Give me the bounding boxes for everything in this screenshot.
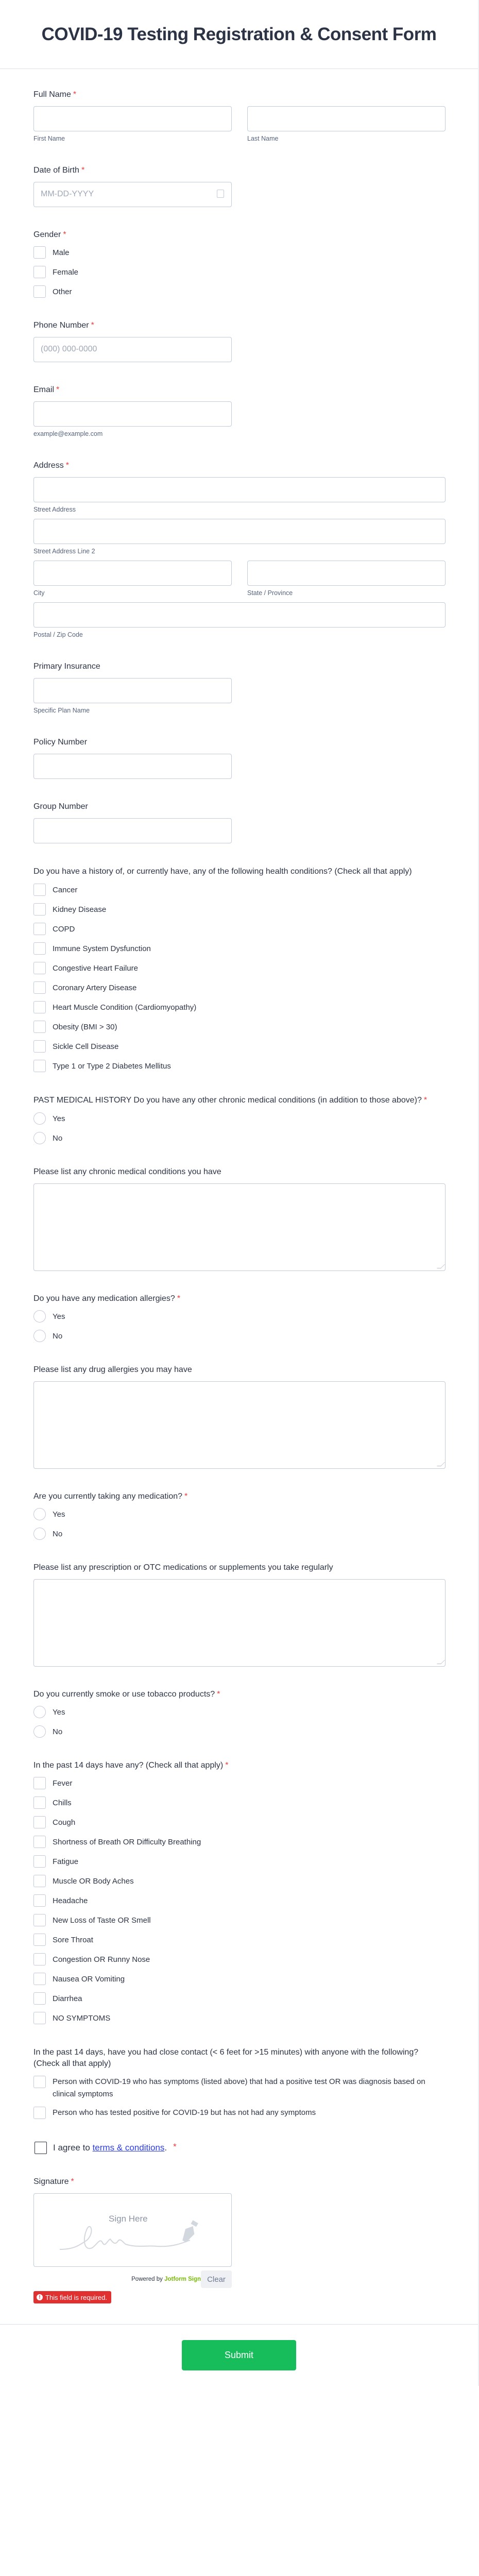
option-label: Cancer (53, 885, 78, 894)
symptom-option[interactable] (33, 1992, 446, 2005)
full-name-field (33, 90, 446, 143)
option-label: Sore Throat (53, 1935, 93, 1944)
symptom-option[interactable] (33, 1836, 446, 1848)
medication-options (33, 1508, 446, 1540)
checkbox[interactable] (33, 1914, 46, 1926)
radio-button[interactable] (33, 1508, 46, 1520)
radio-button[interactable] (33, 1706, 46, 1718)
radio-button[interactable] (33, 1725, 46, 1738)
street-address-sublabel: Street Address (33, 506, 76, 513)
policy-input[interactable] (33, 754, 232, 779)
terms-suffix: . (164, 2143, 167, 2153)
gender-options (33, 246, 446, 298)
contact-field (33, 2047, 446, 2119)
radio-button[interactable] (33, 1330, 46, 1342)
dob-label: Date of Birth * (33, 166, 85, 175)
insurance-label: Primary Insurance (33, 662, 100, 671)
option-label: Yes (53, 1114, 65, 1123)
email-input[interactable] (33, 401, 232, 427)
email-sublabel: example@example.com (33, 430, 103, 437)
checkbox[interactable] (33, 2107, 46, 2119)
checkbox[interactable] (33, 1992, 46, 2005)
symptom-option[interactable] (33, 1934, 446, 1946)
phone-field (33, 320, 446, 362)
drug-allergies-field (33, 1365, 446, 1469)
option-label: Nausea OR Vomiting (53, 1974, 125, 1984)
checkbox[interactable] (33, 1875, 46, 1887)
terms-field (33, 2142, 446, 2154)
option-label: Person with COVID-19 who has symptoms (listed above) that had a positive test OR was diagnosis based on clinical symptoms (53, 2077, 425, 2098)
policy-field (33, 737, 446, 779)
option-label: Headache (53, 1896, 88, 1905)
medication-label: Are you currently taking any medication? * (33, 1492, 188, 1501)
allergies-option[interactable] (33, 1310, 446, 1323)
symptom-option[interactable] (33, 1777, 446, 1789)
address-label: Address * (33, 461, 69, 470)
tobacco-option[interactable] (33, 1706, 446, 1718)
city-sublabel: City (33, 589, 45, 597)
option-label: Sickle Cell Disease (53, 1042, 119, 1051)
dob-field (33, 165, 446, 207)
med-list-field (33, 1563, 446, 1667)
checkbox[interactable] (33, 923, 46, 935)
gender-label: Gender * (33, 230, 66, 239)
signature-error (33, 2291, 111, 2303)
condition-option[interactable] (33, 903, 446, 916)
option-label: Kidney Disease (53, 905, 107, 914)
checkbox[interactable] (33, 285, 46, 298)
checkbox[interactable] (33, 1934, 46, 1946)
resize-handle-icon[interactable] (437, 1660, 445, 1664)
checkbox[interactable] (33, 1777, 46, 1789)
condition-options (33, 884, 446, 1072)
option-label: Yes (53, 1510, 65, 1519)
contact-option-symptomatic[interactable] (33, 2076, 446, 2100)
gender-option[interactable] (33, 285, 446, 298)
signature-label: Signature * (33, 2177, 74, 2186)
form-footer (0, 2324, 478, 2386)
checkbox[interactable] (33, 903, 46, 916)
past-history-field (33, 1095, 446, 1144)
med-list-label: Please list any prescription or OTC medications or supplements you take regularly (33, 1563, 333, 1572)
option-label: Yes (53, 1312, 65, 1321)
option-label: Immune System Dysfunction (53, 944, 151, 953)
checkbox[interactable] (33, 2012, 46, 2024)
phone-placeholder: (000) 000-0000 (41, 345, 97, 353)
clear-signature-button[interactable]: Clear (201, 2270, 232, 2288)
symptom-option[interactable] (33, 1816, 446, 1828)
allergies-label: Do you have any medication allergies? * (33, 1294, 181, 1303)
phone-label: Phone Number * (33, 321, 94, 330)
policy-label: Policy Number (33, 738, 88, 747)
option-label: Other (53, 287, 72, 296)
email-label: Email * (33, 385, 60, 394)
condition-option[interactable] (33, 1040, 446, 1053)
state-sublabel: State / Province (247, 589, 293, 597)
signature-pad[interactable] (33, 2193, 232, 2267)
resize-handle-icon[interactable] (437, 1264, 445, 1268)
medication-option[interactable] (33, 1508, 446, 1520)
allergies-field (33, 1294, 446, 1342)
option-label: No (53, 1331, 63, 1341)
option-label: Diarrhea (53, 1994, 82, 2003)
tobacco-label: Do you currently smoke or use tobacco products? * (33, 1690, 220, 1699)
condition-option[interactable] (33, 884, 446, 896)
option-label: Muscle OR Body Aches (53, 1876, 134, 1886)
terms-checkbox-row[interactable] (35, 2142, 446, 2154)
option-label: Heart Muscle Condition (Cardiomyopathy) (53, 1003, 197, 1012)
tobacco-option[interactable] (33, 1725, 446, 1738)
sign-here-placeholder: Sign Here (109, 2214, 148, 2224)
dob-placeholder: MM-DD-YYYY (41, 190, 94, 198)
address-field (33, 461, 446, 639)
checkbox[interactable] (33, 1816, 46, 1828)
chronic-list-label: Please list any chronic medical conditions you have (33, 1167, 221, 1176)
option-label: Female (53, 267, 79, 277)
terms-prefix: I agree to (53, 2143, 93, 2153)
past-history-options (33, 1112, 446, 1144)
option-label: Male (53, 248, 70, 257)
option-label: Coronary Artery Disease (53, 983, 137, 992)
med-list-textarea[interactable] (33, 1579, 446, 1667)
required-mark: * (173, 2142, 177, 2151)
condition-option[interactable] (33, 962, 446, 974)
checkbox[interactable] (33, 1953, 46, 1965)
option-label: Congestion OR Runny Nose (53, 1955, 150, 1964)
checkbox[interactable] (33, 2076, 46, 2088)
checkbox[interactable] (33, 942, 46, 955)
checkbox[interactable] (33, 981, 46, 994)
city-input[interactable] (33, 561, 232, 586)
full-name-label: Full Name * (33, 90, 77, 99)
symptoms-label: In the past 14 days have any? (Check all that apply) * (33, 1761, 229, 1770)
radio-button[interactable] (33, 1112, 46, 1125)
signature-field (33, 2177, 446, 2303)
chronic-list-textarea[interactable] (33, 1183, 446, 1271)
calendar-icon[interactable] (217, 190, 224, 198)
phone-input[interactable] (33, 337, 232, 362)
radio-button[interactable] (33, 1132, 46, 1144)
jotform-sign-logo: Jotform Sign (164, 2276, 201, 2282)
condition-option[interactable] (33, 1021, 446, 1033)
option-label: NO SYMPTOMS (53, 2013, 111, 2023)
powered-by: Powered by Jotform Sign (131, 2276, 201, 2282)
option-label: No (53, 1727, 63, 1736)
submit-button[interactable]: Submit (182, 2340, 296, 2370)
symptom-option[interactable] (33, 1855, 446, 1868)
option-label: Obesity (BMI > 30) (53, 1022, 117, 1031)
terms-link[interactable]: terms & conditions (92, 2143, 165, 2153)
error-text: This field is required. (45, 2293, 107, 2301)
option-label: New Loss of Taste OR Smell (53, 1916, 151, 1925)
form-body (0, 69, 478, 2303)
conditions-field (33, 866, 446, 1072)
symptom-option[interactable] (33, 1875, 446, 1887)
zip-input[interactable] (33, 602, 446, 628)
tobacco-field (33, 1689, 446, 1738)
drug-allergies-textarea[interactable] (33, 1381, 446, 1469)
tobacco-options (33, 1706, 446, 1738)
condition-option[interactable] (33, 981, 446, 994)
contact-option-asymptomatic[interactable] (33, 2107, 446, 2119)
option-label: Cough (53, 1818, 76, 1827)
checkbox[interactable] (33, 1973, 46, 1985)
allergies-options (33, 1310, 446, 1342)
option-label: No (53, 1133, 63, 1143)
condition-option[interactable] (33, 1060, 446, 1072)
email-field (33, 385, 446, 438)
last-name-sublabel: Last Name (247, 135, 279, 142)
gender-option[interactable] (33, 246, 446, 259)
form-header (0, 0, 478, 69)
checkbox[interactable] (33, 1894, 46, 1907)
option-label: Yes (53, 1707, 65, 1717)
option-label: Fever (53, 1778, 73, 1788)
first-name-sublabel: First Name (33, 135, 65, 142)
past-history-option[interactable] (33, 1132, 446, 1144)
medication-option[interactable] (33, 1528, 446, 1540)
checkbox[interactable] (33, 266, 46, 278)
street-address-input[interactable] (33, 477, 446, 502)
group-input[interactable] (33, 818, 232, 843)
group-field (33, 802, 446, 843)
allergies-option[interactable] (33, 1330, 446, 1342)
symptom-option[interactable] (33, 2012, 446, 2024)
option-label: Chills (53, 1798, 72, 1807)
past-history-label: PAST MEDICAL HISTORY Do you have any other chronic medical conditions (in addition to those above)? * (33, 1096, 427, 1105)
checkbox[interactable] (33, 1060, 46, 1072)
gender-field (33, 230, 446, 298)
option-label: Shortness of Breath OR Difficulty Breathing (53, 1837, 201, 1846)
first-name-input[interactable] (33, 106, 232, 131)
dob-input[interactable] (33, 182, 232, 207)
symptoms-field (33, 1760, 446, 2024)
gender-option[interactable] (33, 266, 446, 278)
option-label: Fatigue (53, 1857, 79, 1866)
checkbox[interactable] (33, 246, 46, 259)
symptom-options (33, 1777, 446, 2024)
checkbox[interactable] (33, 962, 46, 974)
terms-checkbox[interactable] (35, 2142, 47, 2154)
checkbox[interactable] (33, 1021, 46, 1033)
symptom-option[interactable] (33, 1953, 446, 1965)
conditions-label: Do you have a history of, or currently have, any of the following health conditions? (Check all that apply) (33, 867, 412, 876)
insurance-input[interactable] (33, 678, 232, 703)
insurance-field (33, 662, 446, 715)
street-address-2-sublabel: Street Address Line 2 (33, 548, 95, 555)
checkbox[interactable] (33, 1001, 46, 1013)
past-history-option[interactable] (33, 1112, 446, 1125)
option-label: No (53, 1529, 63, 1538)
checkbox[interactable] (33, 1797, 46, 1809)
chronic-list-field (33, 1167, 446, 1271)
state-input[interactable] (247, 561, 446, 586)
checkbox[interactable] (33, 1040, 46, 1053)
symptom-option[interactable] (33, 1894, 446, 1907)
street-address-2-input[interactable] (33, 519, 446, 544)
group-label: Group Number (33, 802, 88, 811)
option-label: Person who has tested positive for COVID-19 but has not had any symptoms (53, 2108, 316, 2117)
option-label: Congestive Heart Failure (53, 963, 138, 973)
condition-option[interactable] (33, 923, 446, 935)
last-name-input[interactable] (247, 106, 446, 131)
medication-field (33, 1492, 446, 1540)
signature-scribble-icon (59, 2219, 213, 2250)
radio-button[interactable] (33, 1528, 46, 1540)
signature-footer (33, 2270, 232, 2288)
condition-option[interactable] (33, 942, 446, 955)
checkbox[interactable] (33, 1855, 46, 1868)
checkbox[interactable] (33, 1836, 46, 1848)
option-label: COPD (53, 924, 75, 934)
drug-allergies-label: Please list any drug allergies you may have (33, 1365, 192, 1374)
contact-label: In the past 14 days, have you had close contact (< 6 feet for >15 minutes) with anyone with the following? (Check all that apply) (33, 2048, 419, 2068)
resize-handle-icon[interactable] (437, 1462, 445, 1466)
option-label: Type 1 or Type 2 Diabetes Mellitus (53, 1061, 171, 1071)
insurance-sublabel: Specific Plan Name (33, 707, 90, 714)
symptom-option[interactable] (33, 1797, 446, 1809)
alert-icon: ! (37, 2294, 43, 2300)
checkbox[interactable] (33, 884, 46, 896)
zip-sublabel: Postal / Zip Code (33, 631, 83, 638)
radio-button[interactable] (33, 1310, 46, 1323)
condition-option[interactable] (33, 1001, 446, 1013)
form-title: COVID-19 Testing Registration & Consent Form (41, 24, 437, 44)
symptom-option[interactable] (33, 1973, 446, 1985)
symptom-option[interactable] (33, 1914, 446, 1926)
